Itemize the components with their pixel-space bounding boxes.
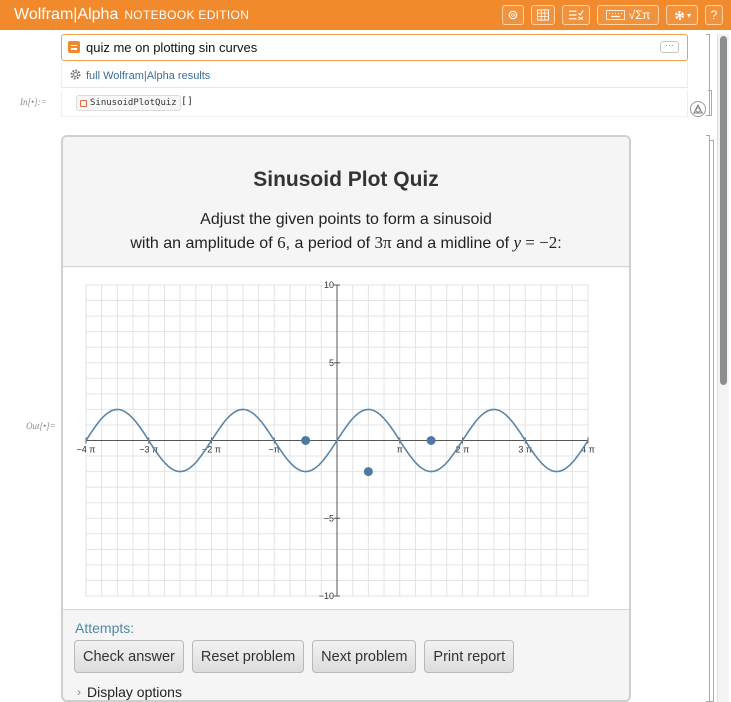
check-answer-button[interactable]: Check answer xyxy=(74,640,184,673)
keyboard-math-label: √Σπ xyxy=(628,8,651,22)
keyboard-math-button[interactable] xyxy=(597,5,659,25)
quiz-button-row xyxy=(74,640,514,673)
brand-edition: NOTEBOOK EDITION xyxy=(124,8,250,22)
checklist-icon xyxy=(568,9,584,21)
cell-bracket[interactable] xyxy=(710,140,714,702)
full-results-bar xyxy=(61,63,688,88)
x-tick-label: −2 π xyxy=(202,444,221,455)
full-results-link[interactable]: full Wolfram|Alpha results xyxy=(86,70,211,82)
y-tick-label: 10 xyxy=(323,280,334,290)
y-tick-label: 5 xyxy=(328,357,334,368)
x-tick-label: 4 π xyxy=(581,444,595,455)
assistant-badge-icon[interactable] xyxy=(690,101,706,117)
display-options-label: Display options xyxy=(87,684,182,700)
reset-problem-button[interactable]: Reset problem xyxy=(192,640,304,673)
instruction-text: , a period of xyxy=(285,235,375,252)
output-cell-label: Out[•]= xyxy=(26,421,56,431)
wolfram-spikey-icon xyxy=(691,102,705,116)
sinusoid-quiz-panel xyxy=(61,135,631,702)
draggable-point[interactable] xyxy=(301,436,310,445)
brand-name: Wolfram|Alpha xyxy=(14,6,119,23)
print-report-button[interactable]: Print report xyxy=(424,640,514,673)
help-icon: ? xyxy=(710,8,718,22)
gear-icon xyxy=(69,68,82,81)
input-cell[interactable] xyxy=(61,90,688,117)
next-problem-button[interactable]: Next problem xyxy=(312,640,416,673)
app-header-bar xyxy=(0,0,731,30)
amplitude-value: 6 xyxy=(277,233,286,252)
quiz-title: Sinusoid Plot Quiz xyxy=(253,168,439,191)
attempts-label: Attempts: xyxy=(75,620,135,636)
x-tick-label: π xyxy=(396,444,403,455)
toolbar xyxy=(502,5,723,25)
midline-value: = −2 xyxy=(521,233,558,252)
keyboard-icon xyxy=(606,10,625,20)
x-tick-label: 3 π xyxy=(518,444,533,455)
y-tick-label: −10 xyxy=(318,591,334,601)
draggable-point[interactable] xyxy=(364,467,373,476)
more-options-icon[interactable]: ··· xyxy=(660,41,679,53)
draggable-point[interactable] xyxy=(427,436,436,445)
x-tick-label: 2 π xyxy=(455,444,470,455)
scrollbar-thumb[interactable] xyxy=(720,36,727,385)
x-tick-label: −4 π xyxy=(76,444,96,455)
cell-bracket[interactable] xyxy=(708,90,712,116)
code-symbol-icon xyxy=(80,100,87,107)
input-cell-label: In[•]:= xyxy=(20,97,47,107)
instruction-text: and a midline of xyxy=(391,235,514,252)
instruction-text: with an amplitude of xyxy=(130,235,278,252)
instruction-text: : xyxy=(557,235,562,252)
chevron-right-icon: › xyxy=(77,685,81,699)
brand-logo xyxy=(14,6,249,24)
input-brackets: [] xyxy=(181,96,194,107)
code-chip xyxy=(76,95,181,111)
plot-area xyxy=(63,268,629,610)
checklist-button[interactable] xyxy=(562,5,590,25)
help-button[interactable] xyxy=(705,5,723,25)
x-tick-label: −π xyxy=(268,444,280,455)
chevron-down-icon: ▾ xyxy=(686,10,691,20)
wolfram-spikey-button[interactable] xyxy=(502,5,524,25)
x-tick-label: −3 π xyxy=(139,444,159,455)
period-value: 3π xyxy=(374,233,392,252)
input-code: SinusoidPlotQuiz xyxy=(90,98,177,108)
sinusoid-plot[interactable] xyxy=(61,135,631,702)
wolfram-spikey-icon xyxy=(508,9,518,21)
gear-icon xyxy=(673,9,686,22)
grid-button[interactable] xyxy=(531,5,555,25)
midline-variable: y xyxy=(513,233,522,252)
grid-icon xyxy=(537,9,549,21)
display-options-toggle[interactable] xyxy=(77,684,182,700)
query-type-icon xyxy=(68,41,80,53)
query-input-text[interactable]: quiz me on plotting sin curves xyxy=(86,40,258,55)
y-tick-label: −5 xyxy=(323,513,334,524)
quiz-instruction-line-1: Adjust the given points to form a sinusoid xyxy=(200,211,492,228)
query-input-box[interactable] xyxy=(61,34,688,61)
settings-button[interactable] xyxy=(666,5,698,25)
